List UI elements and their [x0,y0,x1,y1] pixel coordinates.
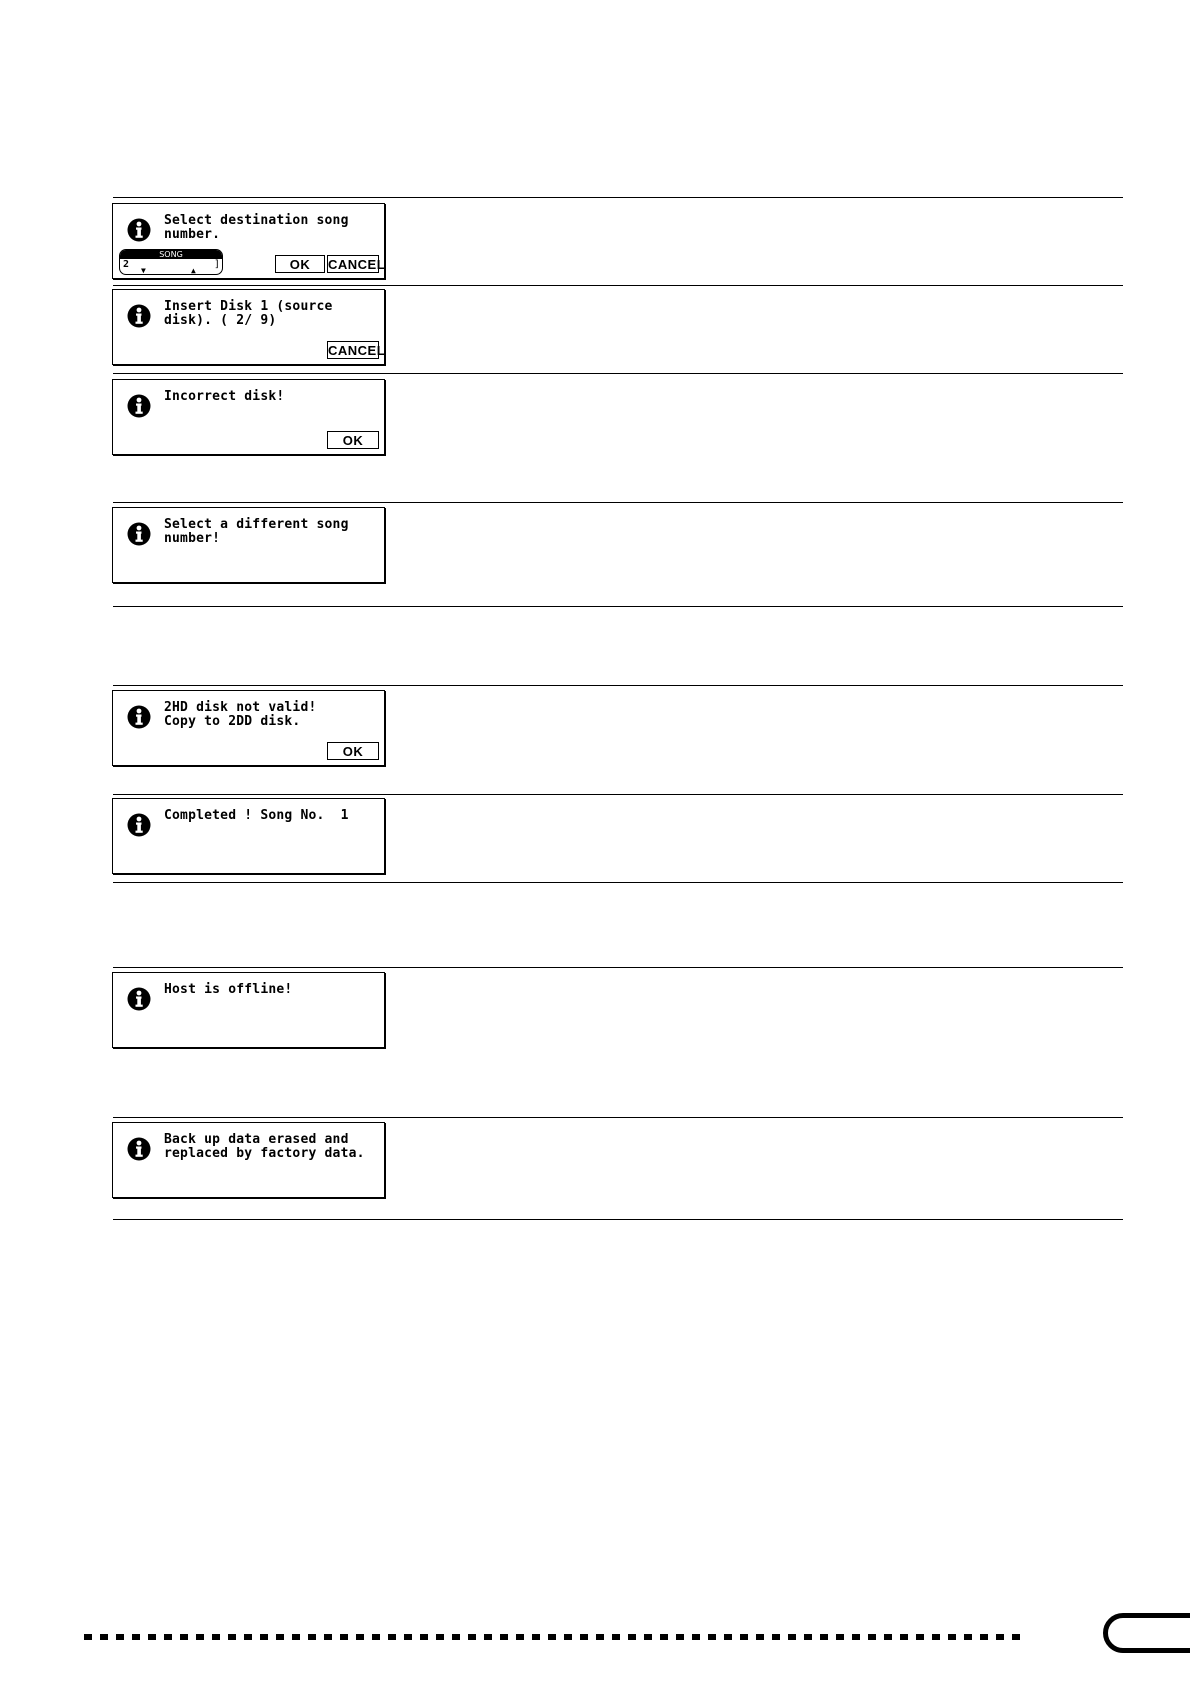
dotted-footer-line [84,1634,1020,1640]
dialog-message: Incorrect disk! [164,389,285,404]
divider [113,1117,1123,1118]
host-offline-dialog [112,972,385,1048]
select-destination-dialog [112,203,385,279]
dialog-message: 2HD disk not valid! Copy to 2DD disk. [164,700,317,729]
incorrect-disk-dialog [112,379,385,455]
info-icon [127,522,151,546]
divider [113,197,1123,198]
cancel-button[interactable]: CANCEL [328,256,386,272]
divider [113,882,1123,883]
info-icon [127,705,151,729]
divider [113,502,1123,503]
divider [113,373,1123,374]
disk-format-dialog [112,690,385,766]
page-number-tab [1103,1613,1190,1653]
divider [113,685,1123,686]
info-icon [127,218,151,242]
info-icon [127,813,151,837]
info-icon [127,394,151,418]
insert-disk-dialog [112,289,385,365]
song-selector-label: SONG [120,250,222,259]
info-icon [127,987,151,1011]
backup-erased-dialog [112,1122,385,1198]
dialog-message: Select a different song number! [164,517,349,546]
down-arrow-icon[interactable]: ▼ [141,266,146,275]
cancel-button[interactable]: CANCEL [328,342,386,358]
dialog-message: Back up data erased and replaced by factory data. [164,1132,365,1161]
dialog-message: Completed ! Song No. 1 [164,808,349,823]
up-arrow-icon[interactable]: ▲ [191,266,196,275]
divider [113,1219,1123,1220]
different-song-dialog [112,507,385,583]
ok-button[interactable]: OK [327,742,379,760]
divider [113,794,1123,795]
ok-button[interactable]: OK [275,255,325,273]
dialog-message: Host is offline! [164,982,293,997]
divider [113,606,1123,607]
info-icon [127,1137,151,1161]
ok-button[interactable]: OK [327,431,379,449]
song-number-selector[interactable] [119,249,223,275]
divider [113,967,1123,968]
info-icon [127,304,151,328]
dialog-message: Select destination song number. [164,213,349,242]
dialog-message: Insert Disk 1 (source disk). ( 2/ 9) [164,299,333,328]
divider [113,285,1123,286]
completed-dialog [112,798,385,874]
bracket-icon: ] [213,259,220,270]
song-number-value: 2 [123,259,130,270]
